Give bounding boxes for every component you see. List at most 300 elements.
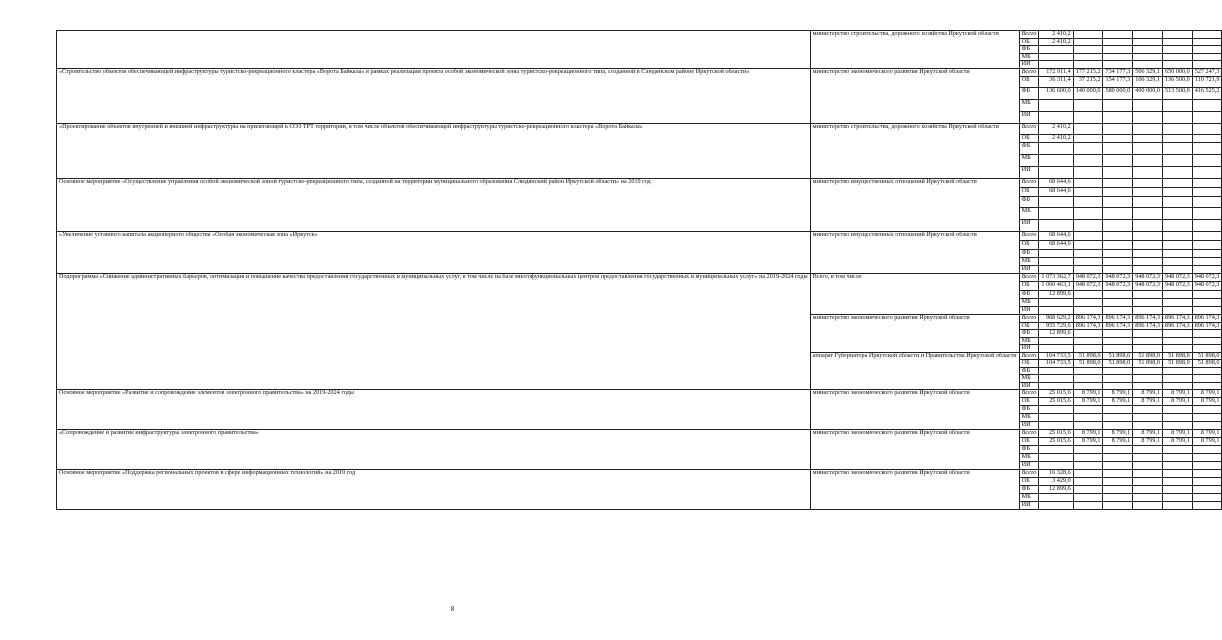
activity-name-cell: Основное мероприятие «Развитие и сопровождение элементов электронного правительства» на 2019-2024 годы bbox=[57, 390, 811, 430]
amount-cell bbox=[1133, 231, 1163, 240]
amount-cell: 8 799,1 bbox=[1192, 429, 1222, 437]
executor-cell: министерство экономического развития Иркутской области bbox=[810, 429, 1019, 469]
amount-cell: 68 644,6 bbox=[1039, 187, 1073, 196]
amount-cell bbox=[1162, 493, 1192, 501]
amount-cell bbox=[1162, 38, 1192, 46]
amount-cell bbox=[1039, 306, 1073, 314]
amount-cell: 948 072,3 bbox=[1162, 281, 1192, 290]
funding-source-cell: ИИ bbox=[1019, 306, 1039, 314]
amount-cell: 1 073 362,7 bbox=[1039, 273, 1073, 281]
amount-cell bbox=[1192, 477, 1222, 485]
amount-cell: 650 000,0 bbox=[1162, 69, 1192, 77]
amount-cell: 896 174,3 bbox=[1103, 314, 1133, 322]
funding-source-cell: ИИ bbox=[1019, 61, 1039, 69]
activity-name-cell: Подпрограмма «Снижение административных барьеров, оптимизация и повышение качества предоставления государственных и муниципальных услуг, в том числе на базе многофункциональных центров предоставления государственных и муниципальных услуг» на 2019-2024 годы bbox=[57, 273, 811, 390]
amount-cell bbox=[1073, 413, 1103, 421]
amount-cell bbox=[1133, 330, 1163, 338]
amount-cell bbox=[1192, 53, 1222, 61]
executor-cell: министерство строительства, дорожного хозяйства Иркутской области bbox=[810, 31, 1019, 69]
amount-cell: 8 799,1 bbox=[1162, 437, 1192, 445]
amount-cell: 16 328,6 bbox=[1039, 469, 1073, 477]
amount-cell bbox=[1192, 265, 1222, 273]
amount-cell bbox=[1162, 207, 1192, 219]
amount-cell: 948 072,3 bbox=[1192, 273, 1222, 281]
funding-source-cell: МБ bbox=[1019, 257, 1039, 265]
amount-cell bbox=[1133, 142, 1163, 154]
funding-source-cell: ИИ bbox=[1019, 501, 1039, 509]
amount-cell bbox=[1103, 257, 1133, 265]
amount-cell bbox=[1073, 123, 1103, 134]
amount-cell bbox=[1192, 306, 1222, 314]
amount-cell bbox=[1039, 99, 1073, 111]
amount-cell bbox=[1103, 249, 1133, 257]
amount-cell bbox=[1073, 38, 1103, 46]
amount-cell bbox=[1192, 290, 1222, 298]
amount-cell bbox=[1039, 337, 1073, 345]
amount-cell bbox=[1103, 461, 1133, 469]
amount-cell bbox=[1133, 367, 1163, 375]
amount-cell bbox=[1133, 46, 1163, 54]
activity-name-cell: «Проектирование объектов внутренней и внешней инфраструктуры на прилегающей к ОЭЗ ТРТ территории, в том числе объектов обеспечивающей инфраструктуры туристско-рекреационного кластера «Ворота Байкала» bbox=[57, 123, 811, 178]
amount-cell: 506 329,1 bbox=[1133, 69, 1163, 77]
amount-cell: 12 899,6 bbox=[1039, 330, 1073, 338]
amount-cell: 8 799,1 bbox=[1192, 397, 1222, 405]
amount-cell bbox=[1073, 337, 1103, 345]
amount-cell: 51 898,0 bbox=[1162, 352, 1192, 360]
amount-cell bbox=[1103, 166, 1133, 178]
amount-cell bbox=[1039, 154, 1073, 166]
amount-cell bbox=[1133, 298, 1163, 306]
amount-cell bbox=[1162, 345, 1192, 353]
funding-source-cell: ФБ bbox=[1019, 330, 1039, 338]
amount-cell bbox=[1103, 306, 1133, 314]
amount-cell bbox=[1162, 485, 1192, 493]
funding-source-cell: ФБ bbox=[1019, 445, 1039, 453]
amount-cell: 955 729,6 bbox=[1039, 322, 1073, 330]
funding-source-cell: Всего bbox=[1019, 231, 1039, 240]
amount-cell: 104 733,5 bbox=[1039, 352, 1073, 360]
executor-cell: министерство экономического развития Иркутской области bbox=[810, 69, 1019, 124]
amount-cell bbox=[1192, 249, 1222, 257]
amount-cell bbox=[1073, 421, 1103, 429]
amount-cell: 8 799,1 bbox=[1162, 397, 1192, 405]
amount-cell bbox=[1039, 493, 1073, 501]
amount-cell bbox=[1133, 31, 1163, 39]
amount-cell bbox=[1162, 265, 1192, 273]
amount-cell bbox=[1103, 134, 1133, 142]
amount-cell: 948 072,3 bbox=[1073, 281, 1103, 290]
funding-source-cell: МБ bbox=[1019, 99, 1039, 111]
funding-source-cell: ОБ bbox=[1019, 134, 1039, 142]
amount-cell bbox=[1073, 290, 1103, 298]
amount-cell: 8 799,1 bbox=[1073, 429, 1103, 437]
amount-cell bbox=[1039, 142, 1073, 154]
table-row bbox=[57, 429, 1222, 437]
amount-cell bbox=[1073, 375, 1103, 383]
amount-cell bbox=[1192, 469, 1222, 477]
amount-cell bbox=[1133, 477, 1163, 485]
funding-source-cell: Всего bbox=[1019, 469, 1039, 477]
funding-source-cell: ОБ bbox=[1019, 397, 1039, 405]
amount-cell bbox=[1073, 154, 1103, 166]
amount-cell bbox=[1073, 134, 1103, 142]
amount-cell bbox=[1192, 166, 1222, 178]
activity-name-cell: «Сопровождение и развитие инфраструктуры электронного правительства» bbox=[57, 429, 811, 469]
funding-source-cell: ФБ bbox=[1019, 142, 1039, 154]
amount-cell: 8 799,1 bbox=[1192, 390, 1222, 398]
amount-cell: 896 174,3 bbox=[1192, 314, 1222, 322]
amount-cell bbox=[1073, 187, 1103, 196]
amount-cell: 896 174,3 bbox=[1103, 322, 1133, 330]
amount-cell bbox=[1039, 257, 1073, 265]
funding-source-cell: ФБ bbox=[1019, 367, 1039, 375]
amount-cell bbox=[1133, 166, 1163, 178]
amount-cell bbox=[1133, 53, 1163, 61]
funding-source-cell: МБ bbox=[1019, 298, 1039, 306]
table-row bbox=[57, 178, 1222, 187]
amount-cell: 25 015,6 bbox=[1039, 397, 1073, 405]
amount-cell bbox=[1103, 337, 1133, 345]
amount-cell: 896 174,3 bbox=[1133, 322, 1163, 330]
amount-cell bbox=[1133, 134, 1163, 142]
amount-cell bbox=[1162, 461, 1192, 469]
amount-cell bbox=[1162, 99, 1192, 111]
amount-cell: 896 174,3 bbox=[1073, 322, 1103, 330]
amount-cell bbox=[1103, 231, 1133, 240]
budget-table bbox=[56, 30, 1222, 510]
amount-cell bbox=[1039, 367, 1073, 375]
amount-cell bbox=[1103, 31, 1133, 39]
funding-source-cell: ФБ bbox=[1019, 196, 1039, 207]
amount-cell bbox=[1133, 453, 1163, 461]
amount-cell bbox=[1133, 501, 1163, 509]
funding-source-cell: МБ bbox=[1019, 154, 1039, 166]
amount-cell: 51 898,0 bbox=[1103, 360, 1133, 368]
amount-cell bbox=[1073, 469, 1103, 477]
funding-source-cell: ОБ bbox=[1019, 38, 1039, 46]
amount-cell bbox=[1073, 240, 1103, 249]
amount-cell bbox=[1162, 445, 1192, 453]
amount-cell: 104 733,5 bbox=[1039, 360, 1073, 368]
amount-cell bbox=[1133, 405, 1163, 413]
amount-cell bbox=[1103, 99, 1133, 111]
amount-cell bbox=[1073, 111, 1103, 123]
amount-cell bbox=[1073, 178, 1103, 187]
amount-cell bbox=[1162, 46, 1192, 54]
amount-cell bbox=[1103, 290, 1133, 298]
document-page bbox=[56, 30, 1222, 510]
funding-source-cell: Всего bbox=[1019, 352, 1039, 360]
amount-cell bbox=[1192, 501, 1222, 509]
amount-cell bbox=[1192, 421, 1222, 429]
amount-cell: 51 898,0 bbox=[1162, 360, 1192, 368]
amount-cell: 8 799,1 bbox=[1133, 397, 1163, 405]
amount-cell: 8 799,1 bbox=[1073, 390, 1103, 398]
amount-cell bbox=[1192, 99, 1222, 111]
funding-source-cell: МБ bbox=[1019, 53, 1039, 61]
amount-cell bbox=[1133, 421, 1163, 429]
amount-cell bbox=[1162, 375, 1192, 383]
amount-cell: 2 410,2 bbox=[1039, 134, 1073, 142]
amount-cell: 8 799,1 bbox=[1103, 390, 1133, 398]
amount-cell: 3 429,0 bbox=[1039, 477, 1073, 485]
amount-cell bbox=[1192, 493, 1222, 501]
amount-cell bbox=[1039, 405, 1073, 413]
amount-cell bbox=[1133, 178, 1163, 187]
amount-cell bbox=[1073, 330, 1103, 338]
amount-cell: 136 600,0 bbox=[1039, 87, 1073, 99]
amount-cell bbox=[1162, 290, 1192, 298]
amount-cell: 896 174,3 bbox=[1192, 322, 1222, 330]
funding-source-cell: ИИ bbox=[1019, 345, 1039, 353]
amount-cell: 948 072,3 bbox=[1103, 281, 1133, 290]
amount-cell bbox=[1103, 501, 1133, 509]
amount-cell bbox=[1073, 166, 1103, 178]
amount-cell: 896 174,3 bbox=[1133, 314, 1163, 322]
amount-cell bbox=[1103, 469, 1133, 477]
amount-cell bbox=[1133, 337, 1163, 345]
table-row bbox=[57, 390, 1222, 398]
funding-source-cell: Всего bbox=[1019, 123, 1039, 134]
funding-source-cell: ИИ bbox=[1019, 461, 1039, 469]
amount-cell bbox=[1162, 330, 1192, 338]
amount-cell bbox=[1039, 375, 1073, 383]
amount-cell bbox=[1192, 46, 1222, 54]
amount-cell bbox=[1192, 298, 1222, 306]
table-row bbox=[57, 69, 1222, 77]
amount-cell: 51 898,0 bbox=[1133, 360, 1163, 368]
amount-cell bbox=[1192, 337, 1222, 345]
amount-cell bbox=[1162, 111, 1192, 123]
funding-source-cell: ИИ bbox=[1019, 111, 1039, 123]
amount-cell bbox=[1103, 405, 1133, 413]
amount-cell: 948 072,3 bbox=[1073, 273, 1103, 281]
amount-cell: 948 072,3 bbox=[1133, 281, 1163, 290]
amount-cell bbox=[1192, 405, 1222, 413]
amount-cell: 416 525,2 bbox=[1192, 87, 1222, 99]
amount-cell bbox=[1103, 207, 1133, 219]
amount-cell: 8 799,1 bbox=[1162, 429, 1192, 437]
amount-cell bbox=[1073, 249, 1103, 257]
amount-cell: 8 799,1 bbox=[1133, 429, 1163, 437]
amount-cell bbox=[1133, 290, 1163, 298]
amount-cell bbox=[1073, 207, 1103, 219]
funding-source-cell: МБ bbox=[1019, 337, 1039, 345]
amount-cell: 896 174,3 bbox=[1073, 314, 1103, 322]
amount-cell bbox=[1103, 453, 1133, 461]
executor-cell: министерство экономического развития Иркутской области bbox=[810, 469, 1019, 509]
amount-cell bbox=[1103, 413, 1133, 421]
funding-source-cell: Всего bbox=[1019, 429, 1039, 437]
amount-cell bbox=[1073, 99, 1103, 111]
funding-source-cell: МБ bbox=[1019, 375, 1039, 383]
funding-source-cell: Всего bbox=[1019, 31, 1039, 39]
amount-cell bbox=[1039, 196, 1073, 207]
amount-cell bbox=[1162, 501, 1192, 509]
amount-cell bbox=[1162, 249, 1192, 257]
amount-cell bbox=[1192, 413, 1222, 421]
amount-cell bbox=[1073, 231, 1103, 240]
budget-table-body bbox=[57, 31, 1222, 510]
amount-cell bbox=[1133, 219, 1163, 231]
amount-cell bbox=[1133, 345, 1163, 353]
amount-cell: 154 177,3 bbox=[1103, 76, 1133, 87]
amount-cell bbox=[1162, 53, 1192, 61]
amount-cell bbox=[1162, 166, 1192, 178]
amount-cell bbox=[1039, 265, 1073, 273]
amount-cell: 2 410,2 bbox=[1039, 123, 1073, 134]
amount-cell bbox=[1133, 445, 1163, 453]
amount-cell bbox=[1039, 249, 1073, 257]
amount-cell bbox=[1039, 219, 1073, 231]
amount-cell bbox=[1192, 453, 1222, 461]
amount-cell bbox=[1039, 345, 1073, 353]
funding-source-cell: ОБ bbox=[1019, 437, 1039, 445]
amount-cell bbox=[1192, 461, 1222, 469]
funding-source-cell: МБ bbox=[1019, 413, 1039, 421]
amount-cell: 8 799,1 bbox=[1103, 437, 1133, 445]
amount-cell: 68 644,6 bbox=[1039, 178, 1073, 187]
amount-cell: 12 899,6 bbox=[1039, 485, 1073, 493]
amount-cell bbox=[1192, 330, 1222, 338]
amount-cell bbox=[1133, 38, 1163, 46]
amount-cell bbox=[1192, 31, 1222, 39]
amount-cell bbox=[1192, 219, 1222, 231]
amount-cell bbox=[1192, 367, 1222, 375]
amount-cell bbox=[1162, 240, 1192, 249]
amount-cell bbox=[1103, 123, 1133, 134]
amount-cell bbox=[1133, 196, 1163, 207]
amount-cell: 1 060 463,1 bbox=[1039, 281, 1073, 290]
amount-cell bbox=[1103, 375, 1133, 383]
amount-cell bbox=[1073, 367, 1103, 375]
amount-cell bbox=[1192, 142, 1222, 154]
amount-cell bbox=[1133, 375, 1163, 383]
amount-cell: 25 015,6 bbox=[1039, 437, 1073, 445]
funding-source-cell: ОБ bbox=[1019, 322, 1039, 330]
funding-source-cell: МБ bbox=[1019, 453, 1039, 461]
amount-cell: 580 000,0 bbox=[1103, 87, 1133, 99]
amount-cell bbox=[1103, 421, 1133, 429]
amount-cell bbox=[1103, 154, 1133, 166]
amount-cell bbox=[1162, 306, 1192, 314]
amount-cell: 896 174,3 bbox=[1162, 322, 1192, 330]
funding-source-cell: ИИ bbox=[1019, 219, 1039, 231]
amount-cell bbox=[1162, 178, 1192, 187]
amount-cell bbox=[1073, 46, 1103, 54]
activity-name-cell: «Увеличение уставного капитала акционерного общества «Особая экономическая зона «Иркутск» bbox=[57, 231, 811, 273]
amount-cell bbox=[1039, 53, 1073, 61]
amount-cell: 400 000,0 bbox=[1133, 87, 1163, 99]
funding-source-cell: ФБ bbox=[1019, 290, 1039, 298]
funding-source-cell: ФБ bbox=[1019, 249, 1039, 257]
amount-cell bbox=[1162, 453, 1192, 461]
amount-cell bbox=[1039, 111, 1073, 123]
amount-cell bbox=[1103, 477, 1133, 485]
amount-cell bbox=[1133, 469, 1163, 477]
amount-cell bbox=[1073, 196, 1103, 207]
amount-cell: 12 899,6 bbox=[1039, 290, 1073, 298]
amount-cell bbox=[1133, 240, 1163, 249]
executor-cell: министерство имущественных отношений Иркутской области bbox=[810, 178, 1019, 231]
amount-cell bbox=[1103, 367, 1133, 375]
amount-cell bbox=[1073, 485, 1103, 493]
amount-cell bbox=[1039, 298, 1073, 306]
amount-cell: 8 799,1 bbox=[1103, 429, 1133, 437]
amount-cell: 8 799,1 bbox=[1162, 390, 1192, 398]
executor-cell: аппарат Губернатора Иркутской области и Правительства Иркутской области bbox=[810, 352, 1019, 390]
table-row bbox=[57, 273, 1222, 281]
amount-cell bbox=[1133, 306, 1163, 314]
activity-name-cell: Основное мероприятие «Поддержка региональных проектов в сфере информационных технологий» на 2019 год bbox=[57, 469, 811, 509]
amount-cell bbox=[1162, 298, 1192, 306]
amount-cell bbox=[1192, 178, 1222, 187]
amount-cell bbox=[1103, 142, 1133, 154]
funding-source-cell: ОБ bbox=[1019, 240, 1039, 249]
amount-cell: 68 644,6 bbox=[1039, 240, 1073, 249]
executor-cell: Всего, в том числе bbox=[810, 273, 1019, 314]
amount-cell bbox=[1192, 375, 1222, 383]
amount-cell bbox=[1192, 240, 1222, 249]
table-row bbox=[57, 31, 1222, 39]
activity-name-cell bbox=[57, 31, 811, 69]
amount-cell: 51 898,0 bbox=[1192, 352, 1222, 360]
amount-cell bbox=[1192, 231, 1222, 240]
amount-cell: 110 721,9 bbox=[1192, 76, 1222, 87]
amount-cell bbox=[1192, 445, 1222, 453]
executor-cell: министерство строительства, дорожного хозяйства Иркутской области bbox=[810, 123, 1019, 178]
amount-cell bbox=[1133, 187, 1163, 196]
amount-cell bbox=[1073, 477, 1103, 485]
amount-cell bbox=[1103, 178, 1133, 187]
amount-cell bbox=[1162, 413, 1192, 421]
amount-cell bbox=[1162, 154, 1192, 166]
amount-cell bbox=[1039, 207, 1073, 219]
amount-cell bbox=[1162, 142, 1192, 154]
amount-cell: 25 015,6 bbox=[1039, 390, 1073, 398]
amount-cell bbox=[1133, 493, 1163, 501]
amount-cell: 8 799,1 bbox=[1103, 397, 1133, 405]
amount-cell: 948 072,3 bbox=[1133, 273, 1163, 281]
amount-cell: 8 799,1 bbox=[1133, 390, 1163, 398]
amount-cell bbox=[1162, 367, 1192, 375]
amount-cell: 51 898,0 bbox=[1192, 360, 1222, 368]
funding-source-cell: ФБ bbox=[1019, 485, 1039, 493]
amount-cell bbox=[1039, 453, 1073, 461]
amount-cell bbox=[1073, 493, 1103, 501]
amount-cell: 2 410,2 bbox=[1039, 38, 1073, 46]
amount-cell: 51 898,0 bbox=[1073, 360, 1103, 368]
amount-cell bbox=[1162, 196, 1192, 207]
amount-cell: 177 215,2 bbox=[1073, 69, 1103, 77]
amount-cell: 968 629,2 bbox=[1039, 314, 1073, 322]
amount-cell bbox=[1073, 31, 1103, 39]
amount-cell bbox=[1103, 445, 1133, 453]
funding-source-cell: Всего bbox=[1019, 390, 1039, 398]
funding-source-cell: МБ bbox=[1019, 493, 1039, 501]
amount-cell bbox=[1133, 265, 1163, 273]
amount-cell bbox=[1103, 345, 1133, 353]
amount-cell bbox=[1039, 461, 1073, 469]
funding-source-cell: ОБ bbox=[1019, 360, 1039, 368]
amount-cell bbox=[1192, 123, 1222, 134]
amount-cell bbox=[1103, 219, 1133, 231]
amount-cell bbox=[1192, 257, 1222, 265]
table-row bbox=[57, 123, 1222, 134]
amount-cell bbox=[1073, 298, 1103, 306]
amount-cell bbox=[1039, 421, 1073, 429]
activity-name-cell: «Строительство объектов обеспечивающей инфраструктуры туристско-рекреационного кластера «Ворота Байкала» в рамках реализации проекта особой экономической зоны туристско-рекреационного типа, созданной в Слюдянском районе Иркутской области» bbox=[57, 69, 811, 124]
